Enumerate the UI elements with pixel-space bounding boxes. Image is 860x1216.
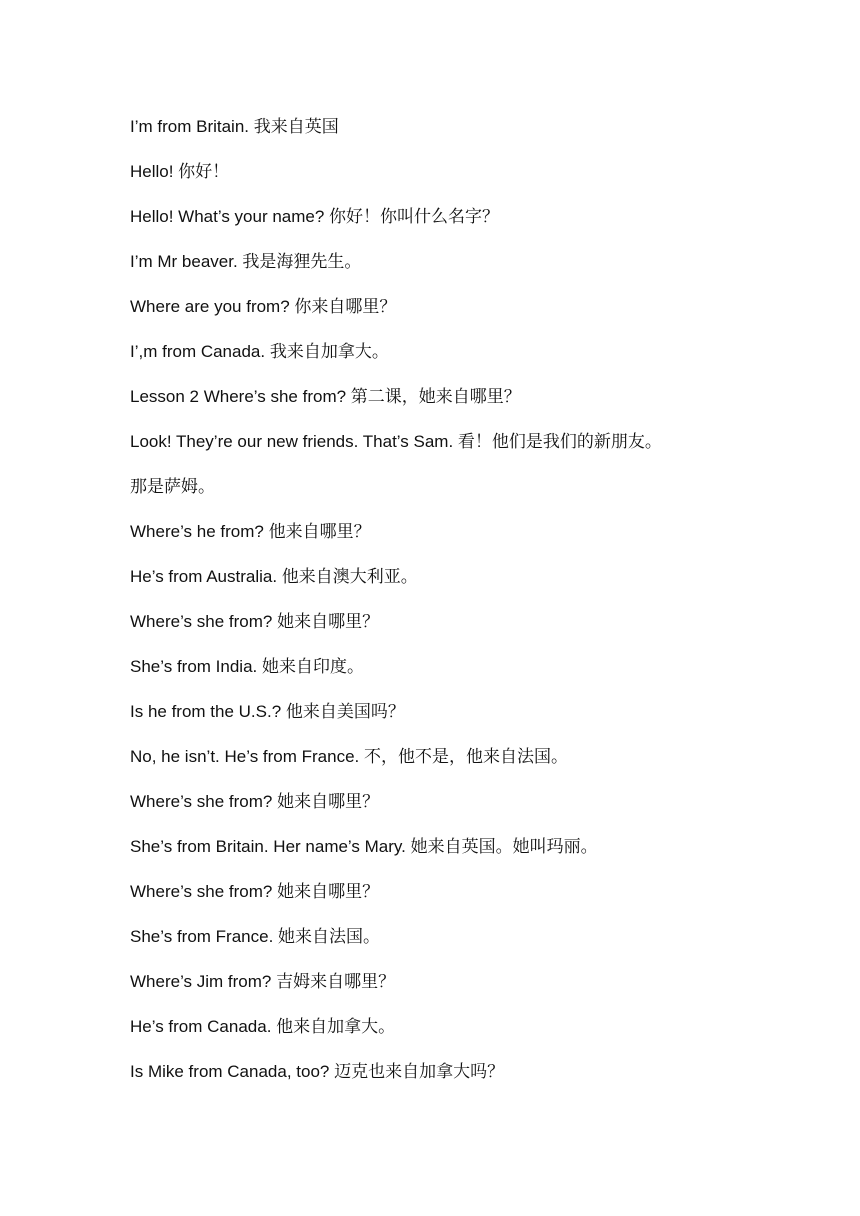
lesson-heading-line: Lesson 2 Where’s she from? 第二课，她来自哪里？ <box>130 387 521 406</box>
text-line: She’s from India. 她来自印度。 <box>130 657 364 676</box>
text-line: Where’s she from? 她来自哪里？ <box>130 882 380 901</box>
text-line: He’s from Canada. 他来自加拿大。 <box>130 1017 396 1036</box>
text-line: Where’s he from? 他来自哪里？ <box>130 522 371 541</box>
text-line: Is Mike from Canada, too? 迈克也来自加拿大吗？ <box>130 1062 505 1081</box>
text-line-continuation: 那是萨姆。 <box>130 477 215 496</box>
text-line: She’s from France. 她来自法国。 <box>130 927 381 946</box>
text-line: No, he isn’t. He’s from France. 不，他不是，他来自法国。 <box>130 747 568 766</box>
text-line: Is he from the U.S.? 他来自美国吗？ <box>130 702 405 721</box>
text-line: Hello! 你好！ <box>130 162 230 181</box>
text-line: Look! They’re our new friends. That’s Sam. 看！他们是我们的新朋友。 <box>130 432 662 451</box>
text-line: Where’s she from? 她来自哪里？ <box>130 792 380 811</box>
text-line: I’m from Britain. 我来自英国 <box>130 117 339 136</box>
text-line: She’s from Britain. Her name’s Mary. 她来自英国。她叫玛丽。 <box>130 837 598 856</box>
text-line: Where’s she from? 她来自哪里？ <box>130 612 380 631</box>
text-lines <box>130 112 770 1102</box>
text-line: He’s from Australia. 他来自澳大利亚。 <box>130 567 418 586</box>
text-line: Hello! What’s your name? 你好！你叫什么名字？ <box>130 207 500 226</box>
text-line: Where’s Jim from? 吉姆来自哪里？ <box>130 972 396 991</box>
text-line: I’m Mr beaver. 我是海狸先生。 <box>130 252 362 271</box>
text-line: I’,m from Canada. 我来自加拿大。 <box>130 342 389 361</box>
text-line: Where are you from? 你来自哪里？ <box>130 297 397 316</box>
